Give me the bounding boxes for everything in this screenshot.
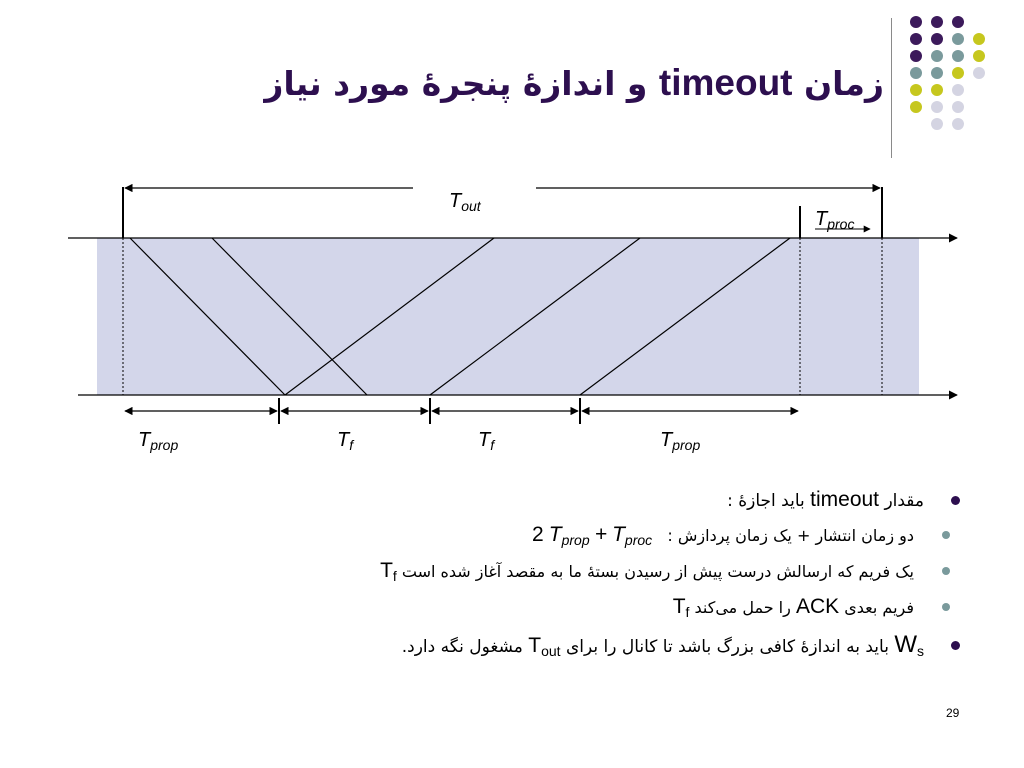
bullet-timeout	[64, 485, 964, 515]
sub-bullet-text: را حمل می‌کند	[694, 598, 791, 617]
timing-diagram	[0, 170, 1024, 470]
decorative-dot	[910, 67, 922, 79]
ack-keyword: ACK	[795, 595, 840, 618]
tout-symbol: $T_{out}$	[528, 634, 561, 659]
bullet-keyword: timeout	[810, 488, 880, 511]
decorative-dot	[931, 84, 943, 96]
sub-bullet-text: فریم بعدی	[844, 598, 914, 617]
sub-bullet-text: دو زمان انتشار + یک زمان پردازش :	[667, 526, 914, 545]
sub-bullet-dot	[942, 531, 950, 539]
decorative-dot	[931, 50, 943, 62]
tf-symbol: $T_f$	[380, 559, 397, 584]
sub-bullet-dot	[942, 567, 950, 575]
timeline-band	[97, 238, 919, 395]
tproc-label: $T_{proc}$	[815, 208, 855, 232]
interval-label-tf-2: $T_f$	[478, 429, 495, 453]
decorative-dot	[910, 33, 922, 45]
tf-symbol: $T_f$	[672, 595, 690, 620]
title-divider	[891, 18, 892, 158]
decorative-dot	[931, 118, 943, 130]
bullet-dot	[951, 641, 960, 650]
decorative-dot	[910, 50, 922, 62]
decorative-dot	[952, 118, 964, 130]
bullet-dot	[951, 496, 960, 505]
sub-bullet-frame	[64, 555, 954, 587]
decorative-dot	[931, 16, 943, 28]
ws-symbol: $W_s$	[894, 631, 924, 659]
decorative-dot	[931, 33, 943, 45]
decorative-dot	[973, 33, 985, 45]
decorative-dot	[952, 16, 964, 28]
bullet-text: مشغول نگه دارد.	[401, 637, 523, 657]
sub-bullet-ack	[64, 591, 954, 623]
decorative-dot	[910, 16, 922, 28]
title-keyword: timeout	[658, 62, 793, 103]
decorative-dot	[952, 84, 964, 96]
decorative-dot	[931, 101, 943, 113]
bullet-text: باید به اندازهٔ کافی بزرگ باشد تا کانال را برای	[565, 637, 889, 657]
decorative-dot	[952, 33, 964, 45]
bullet-window-size	[64, 627, 964, 663]
tout-label: $T_{out}$	[449, 190, 481, 214]
decorative-dot	[910, 84, 922, 96]
decorative-dot	[910, 101, 922, 113]
bullet-list	[64, 485, 964, 663]
decorative-dot-grid	[904, 10, 1014, 140]
decorative-dot	[973, 50, 985, 62]
slide-title	[264, 62, 884, 104]
sub-bullet-proc	[64, 519, 954, 551]
sub-bullet-text: یک فریم که ارسالش درست پیش از رسیدن بستهٔ ما به مقصد آغاز شده است	[401, 562, 914, 581]
title-prefix: زمان	[804, 64, 884, 103]
interval-label-tprop-2: $T_{prop}$	[660, 429, 701, 453]
decorative-dot	[952, 101, 964, 113]
title-suffix: و اندازهٔ پنجرهٔ مورد نیاز	[264, 64, 648, 103]
bullet-text: مقدار	[884, 491, 924, 511]
formula: 2 $T_{prop} + T_{proc}$	[532, 523, 653, 548]
sub-bullet-dot	[942, 603, 950, 611]
bullet-text: باید اجازهٔ :	[727, 491, 805, 511]
interval-label-tprop-1: $T_{prop}$	[138, 429, 179, 453]
decorative-dot	[952, 67, 964, 79]
decorative-dot	[952, 50, 964, 62]
decorative-dot	[931, 67, 943, 79]
decorative-dot	[973, 67, 985, 79]
page-number: 29	[946, 706, 960, 720]
interval-label-tf-1: $T_f$	[337, 429, 354, 453]
